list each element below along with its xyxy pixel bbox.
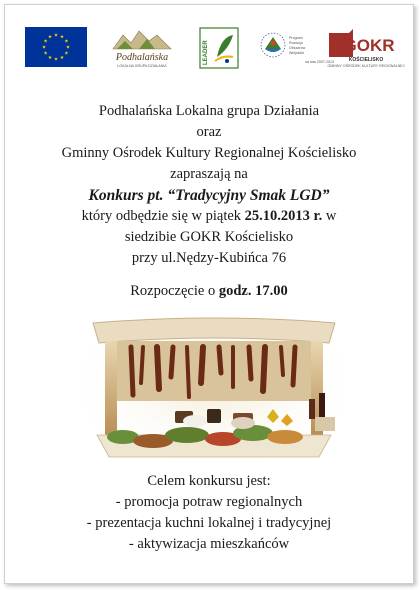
gokr-logo bbox=[327, 27, 405, 71]
start-time: godz. 17.00 bbox=[218, 283, 288, 299]
gokr-place: KOŚCIELISKO bbox=[348, 57, 384, 63]
date-line bbox=[5, 206, 413, 227]
organizer-line: Podhalańska Lokalna grupa Działania bbox=[98, 103, 320, 119]
svg-text:Wiejskich: Wiejskich bbox=[289, 51, 305, 55]
leader-logo bbox=[199, 27, 239, 71]
gokr-text: GOKR bbox=[343, 36, 395, 55]
svg-text:Program: Program bbox=[289, 36, 303, 40]
contest-title: Konkurs pt. “Tradycyjny Smak LGD” bbox=[88, 187, 330, 204]
poster-page bbox=[4, 4, 414, 584]
leader-text: LEADER bbox=[203, 40, 209, 65]
venue-line: siedzibie GOKR Kościelisko bbox=[124, 229, 294, 245]
svg-text:Rozwoju: Rozwoju bbox=[289, 41, 303, 45]
date-suffix: w bbox=[322, 208, 337, 224]
food-photo bbox=[83, 317, 345, 469]
co-organizer-line: Gminny Ośrodek Kultury Regionalnej Kościelisko bbox=[61, 145, 357, 161]
logo-row bbox=[23, 27, 405, 75]
goal-item: - prezentacja kuchni lokalnej i tradycyjnej bbox=[86, 515, 332, 531]
goals-block bbox=[5, 471, 413, 555]
podhalanska-logo bbox=[109, 27, 175, 71]
start-block bbox=[5, 281, 413, 302]
goal-item: - promocja potraw regionalnych bbox=[115, 494, 303, 510]
gokr-sub: GMINNY OŚRODEK KULTURY REGIONALNEJ bbox=[327, 64, 405, 68]
goal-item: - aktywizacja mieszkańców bbox=[128, 536, 290, 552]
svg-text:na lata 2007-2013: na lata 2007-2013 bbox=[305, 60, 334, 64]
eu-flag-icon bbox=[25, 27, 87, 67]
invite-line: zapraszają na bbox=[170, 166, 248, 182]
prow-logo bbox=[257, 27, 335, 71]
podhalanska-name: Podhalańska bbox=[115, 52, 169, 63]
address-line: przy ul.Nędzy-Kubińca 76 bbox=[131, 250, 287, 266]
podhalanska-sub: LOKALNA GRUPA DZIAŁANIA bbox=[117, 64, 167, 68]
header-block bbox=[5, 101, 413, 269]
contest-date: 25.10.2013 r. bbox=[244, 208, 323, 224]
and-line: oraz bbox=[196, 124, 222, 140]
date-prefix: który odbędzie się w piątek bbox=[81, 208, 245, 224]
start-line bbox=[5, 281, 413, 302]
goals-heading: Celem konkursu jest: bbox=[147, 473, 271, 489]
start-prefix: Rozpoczęcie o bbox=[130, 283, 219, 299]
svg-text:Obszarów: Obszarów bbox=[289, 46, 306, 50]
